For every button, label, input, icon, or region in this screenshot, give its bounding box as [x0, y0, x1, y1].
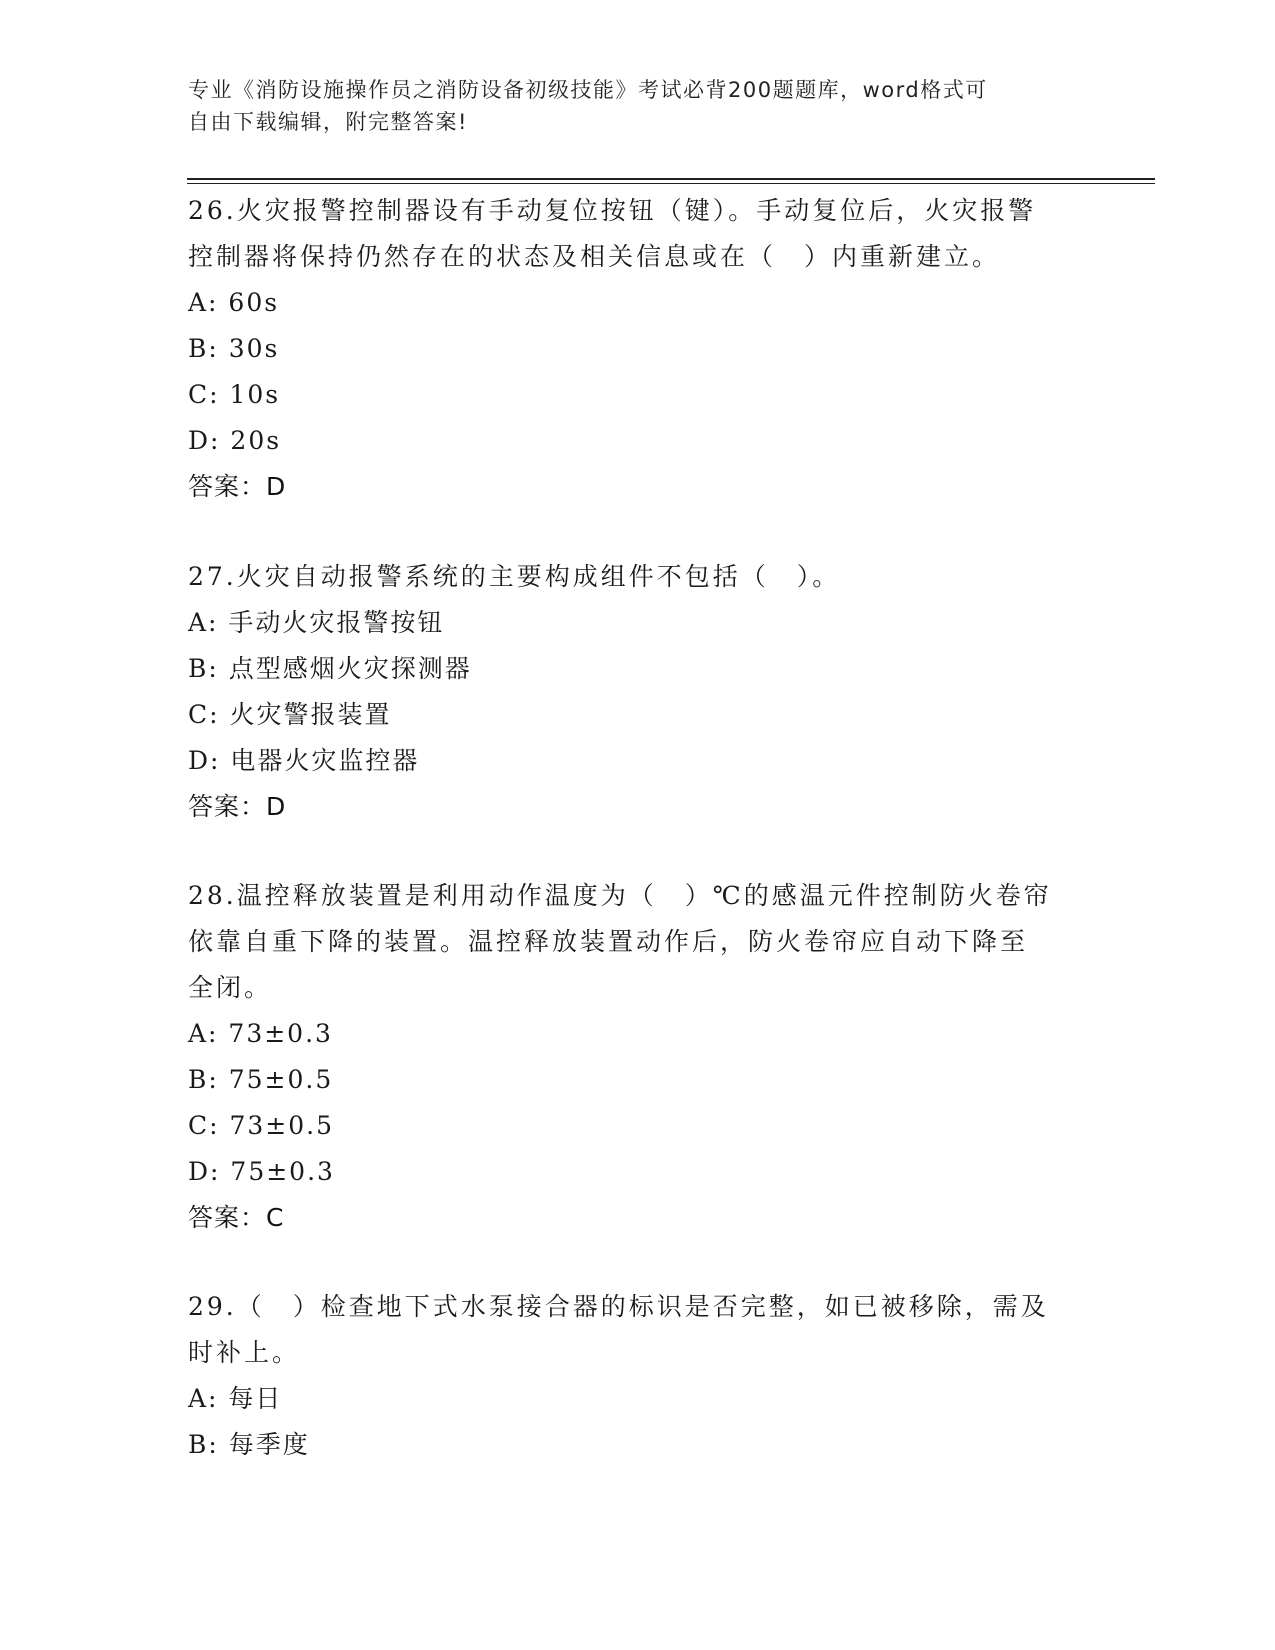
- question-27: [188, 554, 1088, 830]
- option-b: B: 75±0.5: [188, 1065, 334, 1094]
- question-stem-line: 控制器将保持仍然存在的状态及相关信息或在（ ）内重新建立。: [188, 242, 1001, 271]
- question-26: [188, 188, 1088, 510]
- option-c: C: 火灾警报装置: [188, 700, 392, 729]
- document-header: [188, 74, 1088, 138]
- option-d: D: 75±0.3: [188, 1157, 335, 1186]
- question-29: [188, 1284, 1088, 1468]
- answer: 答案：D: [188, 792, 287, 821]
- header-divider-thin: [187, 183, 1155, 184]
- option-c: C: 10s: [188, 380, 281, 409]
- header-divider-thick: [187, 178, 1155, 180]
- option-d: D: 20s: [188, 426, 282, 455]
- question-stem-line: 全闭。: [188, 973, 273, 1002]
- answer: 答案：C: [188, 1203, 285, 1232]
- question-stem-line: 27.火灾自动报警系统的主要构成组件不包括（ ）。: [188, 562, 841, 591]
- question-stem-line: 时补上。: [188, 1338, 301, 1367]
- header-line-1: 专业《消防设施操作员之消防设备初级技能》考试必背200题题库，word格式可: [188, 78, 988, 102]
- answer: 答案：D: [188, 472, 287, 501]
- question-stem-line: 依靠自重下降的装置。温控释放装置动作后，防火卷帘应自动下降至: [188, 927, 1029, 956]
- header-line-2: 自由下载编辑，附完整答案!: [188, 110, 468, 134]
- option-c: C: 73±0.5: [188, 1111, 335, 1140]
- option-b: B: 点型感烟火灾探测器: [188, 654, 472, 683]
- question-stem-line: 29.（ ）检查地下式水泵接合器的标识是否完整，如已被移除，需及: [188, 1292, 1049, 1321]
- question-stem-line: 28.温控释放装置是利用动作温度为（ ）℃的感温元件控制防火卷帘: [188, 881, 1052, 910]
- option-a: A: 60s: [188, 288, 280, 317]
- option-a: A: 每日: [188, 1384, 283, 1413]
- option-d: D: 电器火灾监控器: [188, 746, 420, 775]
- question-stem-line: 26.火灾报警控制器设有手动复位按钮（键）。手动复位后，火灾报警: [188, 196, 1037, 225]
- option-a: A: 手动火灾报警按钮: [188, 608, 445, 637]
- option-a: A: 73±0.3: [188, 1019, 333, 1048]
- option-b: B: 30s: [188, 334, 280, 363]
- question-28: [188, 873, 1088, 1241]
- option-b: B: 每季度: [188, 1430, 310, 1459]
